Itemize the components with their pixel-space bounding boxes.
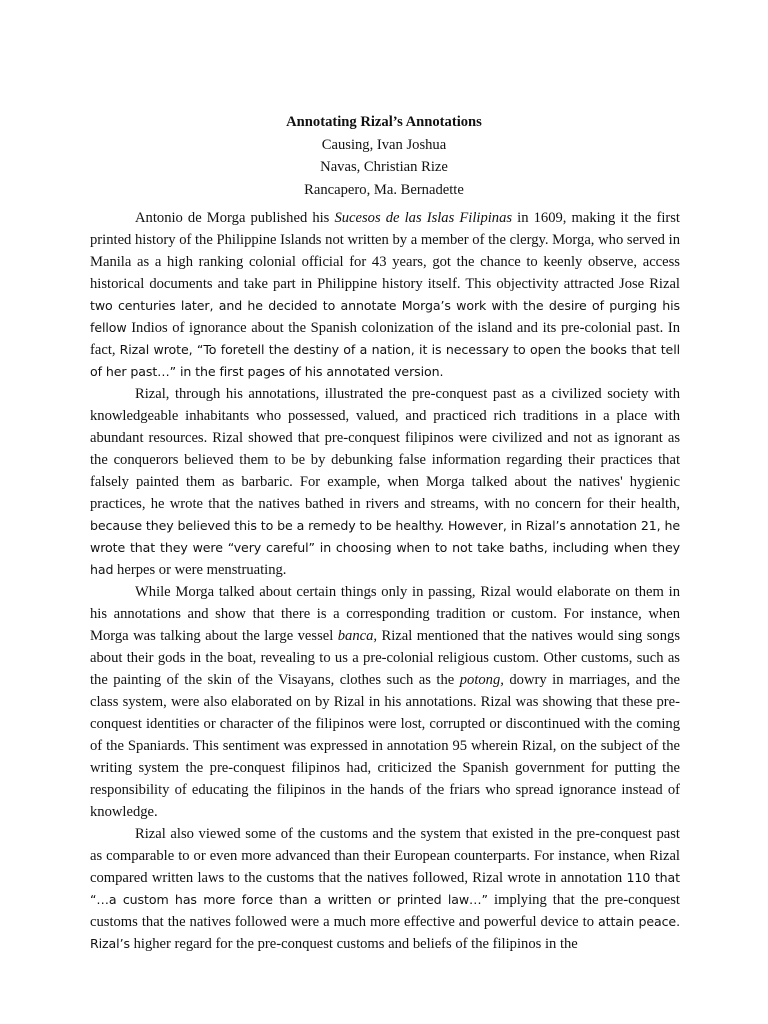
document-body [90, 207, 680, 955]
italic-term: banca, [337, 628, 378, 644]
italic-term: potong, [459, 672, 504, 688]
document-title: Annotating Rizal’s Annotations [286, 114, 482, 130]
text-segment: herpes or were menstruating. [113, 562, 287, 578]
text-segment: attain peace. Rizal’s [90, 914, 680, 951]
body-paragraph [90, 383, 680, 581]
text-segment: Rizal, through his annotations, illustrated the pre-conquest past as a civilized society with knowledgeable inhabitants who possessed, valued, and practiced rich traditions in a place with abundant resources. Rizal showed that pre-conquest filipinos were civilized and not as ignorant as the conquerors believed them to be by debunking false information regarding their practices that falsely painted them as barbaric. For example, when Morga talked about the natives' hygienic practices, he wrote that the natives bathed in rivers and streams, with no concern for their health, [90, 386, 680, 512]
text-segment: Rizal wrote, “To foretell the destiny of a nation, it is necessary to open the books that tell of her past…” in the first pages of his annotated version. [90, 342, 680, 379]
author-name: Causing, Ivan Joshua [321, 136, 447, 153]
text-segment: dowry in marriages, and the class system, were also elaborated on by Rizal in his annotations. Rizal was showing that these pre-conquest identities or character of the filipinos were lost, corrupted or discontinued with the coming of the Spaniards. This sentiment was expressed in annotation 95 wherein Rizal, on the subject of the writing system the pre-conquest filipinos had, criticized the Spanish government for putting the responsibility of educating the filipinos in the hands of the friars who spread ignorance instead of knowledge. [90, 672, 680, 820]
author-name: Navas, Christian Rize [320, 159, 448, 175]
author-name: Rancapero, Ma. Bernadette [304, 181, 464, 198]
document-header [0, 111, 768, 201]
text-segment: in 1609, making it the first printed history of the Philippine Islands not written by a member of the clergy. Morga, who served in Manila as a high ranking colonial official for 43 years, got the chance to keenly observe, access historical documents and take part in Philippine history itself. This objectivity attracted Jose Rizal [90, 210, 680, 292]
text-segment: because they believed this to be a remedy to be healthy. However, in Rizal’s annotation 21, he wrote that they were “very careful” in choosing when to not take baths, including when they had [90, 518, 680, 577]
text-segment: higher regard for the pre-conquest customs and beliefs of the filipinos in the [129, 936, 578, 952]
italic-term: Sucesos de las Islas Filipinas [334, 210, 513, 226]
text-segment: Antonio de Morga published his [135, 210, 335, 226]
text-segment: two centuries later, and he decided to annotate Morga’s work with the desire of purging his fellow [90, 298, 680, 335]
body-paragraph [90, 207, 680, 383]
text-segment: While Morga talked about certain things only in passing, Rizal would elaborate on them in his annotations and show that there is a corresponding tradition or custom. For instance, when Morga was talking about the large vessel [90, 584, 680, 644]
text-segment: Rizal also viewed some of the customs and the system that existed in the pre-conquest past as comparable to or even more advanced than their European counterparts. For instance, when Rizal compared written laws to the customs that the natives followed, Rizal wrote in annotation [90, 826, 680, 886]
text-segment: implying that the pre-conquest customs that the natives followed were a much more effective and powerful device to [90, 892, 680, 930]
body-paragraph [90, 581, 680, 823]
text-segment: Rizal mentioned that the natives would sing songs about their gods in the boat, revealing to us a pre-colonial religious custom. Other customs, such as the painting of the skin of the Visayans, clothes such as the [90, 628, 681, 688]
text-segment: 110 that “…a custom has more force than a written or printed law…” [90, 870, 680, 907]
text-segment: Indios of ignorance about the Spanish colonization of the island and its pre-colonial past. In fact, [90, 320, 680, 358]
body-paragraph [90, 823, 680, 955]
